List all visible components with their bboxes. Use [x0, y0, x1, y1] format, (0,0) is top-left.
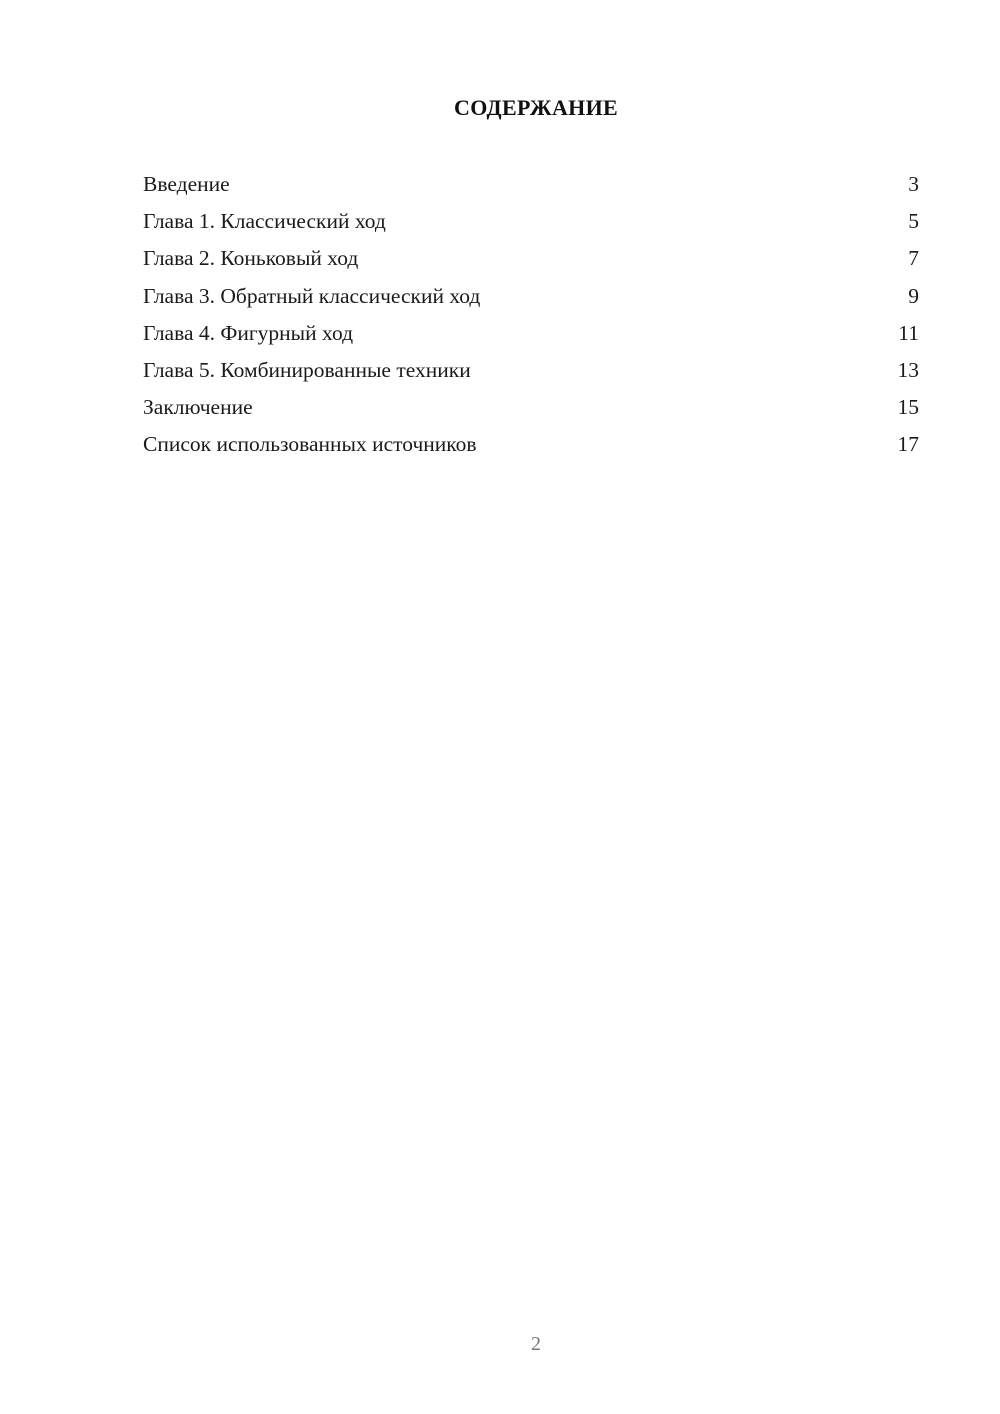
toc-entry-label: Глава 2. Коньковый ход: [143, 246, 359, 271]
toc-entry-label: Список использованных источников: [143, 432, 477, 457]
page-title: СОДЕРЖАНИЕ: [454, 95, 618, 120]
toc-entry-label: Глава 3. Обратный классический ход: [143, 283, 481, 308]
toc-entry-page: 17: [897, 432, 919, 457]
toc-entry: [143, 318, 919, 355]
toc-entry-page: 5: [908, 209, 919, 234]
toc-entry-label: Заключение: [143, 395, 253, 420]
toc-entry: [143, 392, 919, 429]
toc-entry: [143, 355, 919, 392]
toc-entry-page: 9: [908, 283, 919, 308]
toc-entry-page: 13: [897, 357, 919, 382]
toc-entry: [143, 429, 919, 466]
table-of-contents: [143, 169, 919, 467]
toc-entry: [143, 169, 919, 206]
toc-entry-label: Глава 5. Комбинированные техники: [143, 357, 471, 382]
toc-entry-page: 15: [897, 395, 919, 420]
toc-entry-label: Глава 1. Классический ход: [143, 209, 386, 234]
toc-entry: [143, 281, 919, 318]
page-number: 2: [531, 1333, 541, 1355]
toc-entry: [143, 206, 919, 243]
toc-entry-label: Введение: [143, 172, 230, 196]
toc-entry-page: 7: [908, 246, 919, 271]
toc-entry-page: 11: [898, 320, 919, 345]
toc-entry-label: Глава 4. Фигурный ход: [143, 320, 354, 345]
toc-entry: [143, 243, 919, 280]
toc-entry-page: 3: [908, 172, 919, 196]
